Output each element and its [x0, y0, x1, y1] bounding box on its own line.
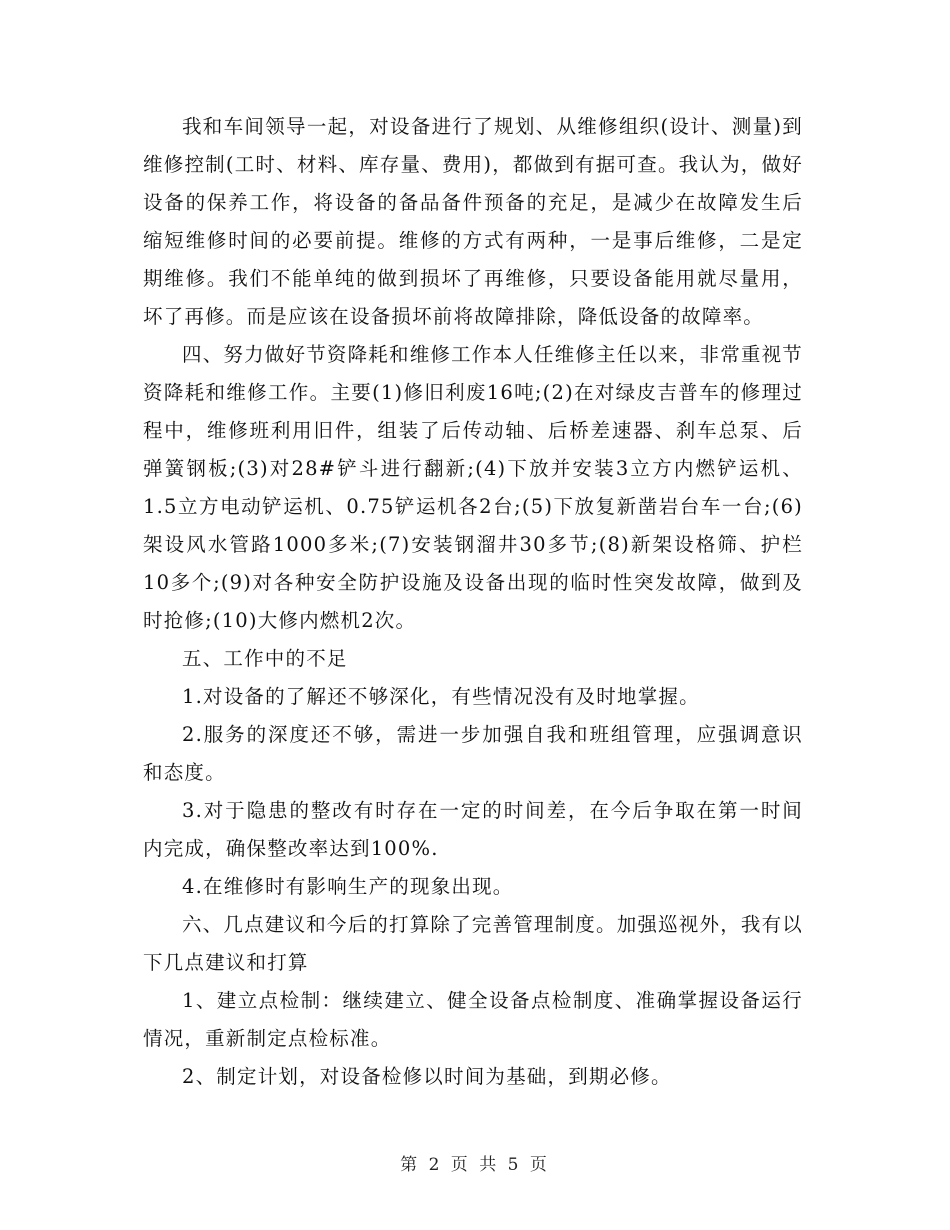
list-item-shortcoming-3: 3.对于隐患的整改有时存在一定的时间差，在今后争取在第一时间内完成，确保整改率达到100%. — [143, 799, 803, 860]
list-item-suggestion-2: 2、制定计划，对设备检修以时间为基础，到期必修。 — [182, 1065, 672, 1088]
heading-shortcomings: 五、工作中的不足 — [182, 647, 348, 670]
list-item-suggestion-1: 1、建立点检制：继续建立、健全设备点检制度、准确掌握设备运行情况，重新制定点检标准。 — [143, 989, 803, 1050]
list-item-shortcoming-2: 2.服务的深度还不够，需进一步加强自我和班组管理，应强调意识和态度。 — [143, 723, 803, 784]
paragraph-equipment-planning: 我和车间领导一起，对设备进行了规划、从维修组织(设计、测量)到维修控制(工时、材料、库存量、费用)，都做到有据可查。我认为，做好设备的保养工作，将设备的备品备件预备的充足，是减少在故障发生后缩短维修时间的必要前提。维修的方式有两种，一是事后维修，二是定期维修。我们不能单纯的做到损坏了再维修，只要设备能用就尽量用，坏了再修。而是应该在设备损坏前将故障排除，降低设备的故障率。 — [143, 115, 803, 328]
paragraph-cost-saving: 四、努力做好节资降耗和维修工作本人任维修主任以来，非常重视节资降耗和维修工作。主要(1)修旧利废16吨;(2)在对绿皮吉普车的修理过程中，维修班利用旧件，组装了后传动轴、后桥差速器、刹车总泵、后弹簧钢板;(3)对28#铲斗进行翻新;(4)下放并安装3立方内燃铲运机、1.5立方电动铲运机、0.75铲运机各2台;(5)下放复新凿岩台车一台;(6)架设风水管路1000多米;(7)安装钢溜井30多节;(8)新架设格筛、护栏10多个;(9)对各种安全防护设施及设备出现的临时性突发故障，做到及时抢修;(10)大修内燃机2次。 — [143, 343, 804, 632]
page-number-footer: 第 2 页 共 5 页 — [400, 1155, 550, 1175]
document-body — [143, 108, 803, 1096]
heading-suggestions: 六、几点建议和今后的打算除了完善管理制度。加强巡视外，我有以下几点建议和打算 — [143, 913, 804, 974]
list-item-shortcoming-4: 4.在维修时有影响生产的现象出现。 — [182, 875, 514, 898]
list-item-shortcoming-1: 1.对设备的了解还不够深化，有些情况没有及时地掌握。 — [182, 685, 700, 708]
